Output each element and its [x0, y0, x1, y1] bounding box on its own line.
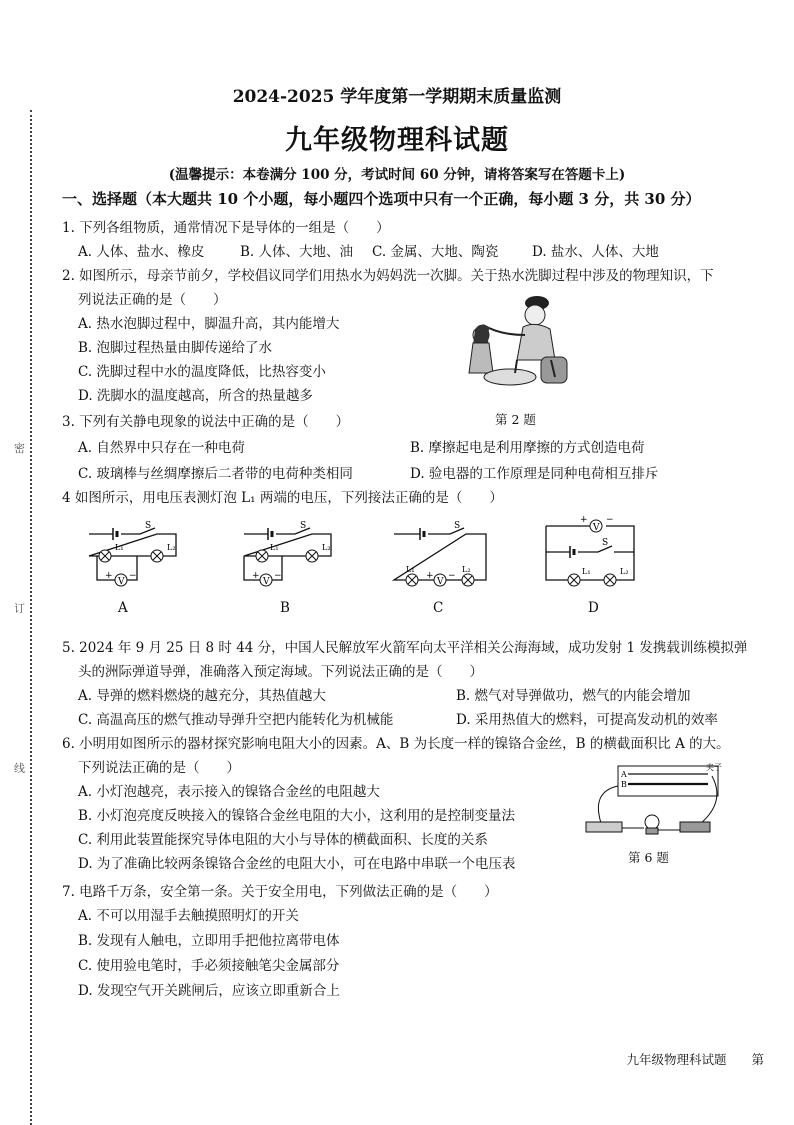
- binding-mark-ding: 订: [14, 602, 25, 615]
- q1-option-b: B. 人体、大地、油: [240, 244, 354, 260]
- q6-option-b: B. 小灯泡亮度反映接入的镍铬合金丝电阻的大小，这利用的是控制变量法: [78, 808, 516, 824]
- q5-stem-2: 头的洲际弹道导弹，准确落入预定海域。下列说法正确的是（ ）: [78, 664, 483, 680]
- q7-option-b: B. 发现有人触电，立即用手把他拉离带电体: [78, 933, 340, 949]
- circuit-b: [240, 520, 335, 592]
- q5-option-d: D. 采用热值大的燃料，可提高发动机的效率: [456, 712, 718, 728]
- circuit-a-minus-label: −: [129, 571, 137, 581]
- q3-stem: 3. 下列有关静电现象的说法中正确的是（ ）: [62, 414, 350, 430]
- q2-option-a: A. 热水泡脚过程中，脚温升高，其内能增大: [78, 316, 340, 332]
- q2-caption: 第 2 题: [495, 412, 536, 427]
- section-heading: 一、选择题（本大题共 10 个小题，每小题四个选项中只有一个正确，每小题 3 分，共 30 分）: [62, 190, 701, 208]
- q7-option-c: C. 使用验电笔时，手必须接触笔尖金属部分: [78, 958, 340, 974]
- q4-label-d: D: [588, 600, 599, 616]
- q1-option-c: C. 金属、大地、陶瓷: [372, 244, 499, 260]
- q2-stem-2: 列说法正确的是（ ）: [78, 292, 227, 308]
- q4-label-b: B: [280, 600, 290, 616]
- circuit-b-voltmeter-label: V: [263, 577, 270, 587]
- q3-option-d: D. 验电器的工作原理是同种电荷相互排斥: [410, 466, 659, 482]
- q1-stem: 1. 下列各组物质，通常情况下是导体的一组是（ ）: [62, 220, 390, 236]
- year-line: 2024-2025 学年度第一学期期末质量监测: [232, 87, 562, 107]
- circuit-a-l2-label: L₂: [167, 543, 176, 552]
- binding-mark-xian: 线: [14, 762, 25, 775]
- q2-option-c: C. 洗脚过程中水的温度降低，比热容变小: [78, 364, 326, 380]
- binding-line: [30, 110, 32, 1125]
- q2-option-b: B. 泡脚过程热量由脚传递给了水: [78, 340, 273, 356]
- q3-option-a: A. 自然界中只存在一种电荷: [78, 440, 245, 456]
- circuit-c-minus-label: −: [448, 571, 456, 581]
- circuit-d-voltmeter-label: V: [593, 523, 600, 533]
- circuit-b-switch-label: S: [300, 521, 307, 531]
- binding-mark-mi: 密: [14, 442, 25, 455]
- circuit-a-switch-label: S: [145, 521, 152, 531]
- circuit-b-l1-label: L₁: [270, 543, 279, 552]
- q3-option-b: B. 摩擦起电是利用摩擦的方式创造电荷: [410, 440, 645, 456]
- circuit-d-plus-label: +: [580, 515, 588, 525]
- wire-a-label: A: [621, 770, 627, 779]
- circuit-b-l2-label: L₂: [322, 543, 331, 552]
- q6-option-c: C. 利用此装置能探究导体电阻的大小与导体的横截面积、长度的关系: [78, 832, 488, 848]
- q1-option-d: D. 盐水、人体、大地: [532, 244, 659, 260]
- resistance-experiment-illustration: [580, 762, 730, 842]
- page-title: 九年级物理科试题: [285, 125, 509, 156]
- circuit-a-voltmeter-label: V: [118, 577, 125, 587]
- q6-stem-2: 下列说法正确的是（ ）: [78, 760, 240, 776]
- q7-stem: 7. 电路千万条，安全第一条。关于安全用电，下列做法正确的是（ ）: [62, 884, 498, 900]
- circuit-d-l2-label: L₂: [620, 567, 629, 576]
- q5-stem-1: 5. 2024 年 9 月 25 日 8 时 44 分，中国人民解放军火箭军向太平洋相关公海海域，成功发射 1 发携载训练模拟弹: [62, 640, 748, 656]
- q5-option-b: B. 燃气对导弹做功，燃气的内能会增加: [456, 688, 691, 704]
- q5-option-a: A. 导弹的燃料燃烧的越充分，其热值越大: [78, 688, 326, 704]
- q2-stem-1: 2. 如图所示，母亲节前夕，学校倡议同学们用热水为妈妈洗一次脚。关于热水洗脚过程中涉及的物理知识，下: [62, 268, 714, 284]
- q6-option-a: A. 小灯泡越亮，表示接入的镍铬合金丝的电阻越大: [78, 784, 380, 800]
- circuit-c-l2-label: L₂: [462, 565, 471, 574]
- q5-option-c: C. 高温高压的燃气推动导弹升空把内能转化为机械能: [78, 712, 394, 728]
- circuit-a-l1-label: L₁: [115, 543, 124, 552]
- q6-stem-1: 6. 小明用如图所示的器材探究影响电阻大小的因素。A、B 为长度一样的镍铬合金丝，B 的横截面积比 A 的大。: [62, 736, 730, 752]
- wire-b-label: B: [621, 780, 627, 789]
- page-footer: 九年级物理科试题 第: [626, 1052, 764, 1067]
- q6-option-d: D. 为了准确比较两条镍铬合金丝的电阻大小，可在电路中串联一个电压表: [78, 856, 516, 872]
- circuit-d-l1-label: L₁: [582, 567, 591, 576]
- q1-option-a: A. 人体、盐水、橡皮: [78, 244, 205, 260]
- circuit-c-voltmeter-label: V: [437, 577, 444, 587]
- q6-caption: 第 6 题: [628, 850, 669, 865]
- circuit-d-switch-label: S: [602, 538, 609, 548]
- q4-label-a: A: [118, 600, 128, 616]
- q4-label-c: C: [433, 600, 444, 616]
- circuit-d-minus-label: −: [606, 515, 614, 525]
- clip-label: 夹子: [706, 763, 722, 772]
- circuit-a: [85, 520, 180, 592]
- q3-option-c: C. 玻璃棒与丝绸摩擦后二者带的电荷种类相同: [78, 466, 353, 482]
- circuit-c-l1-label: L₁: [406, 565, 415, 574]
- exam-tip: (温馨提示：本卷满分 100 分，考试时间 60 分钟，请将答案写在答题卡上): [168, 167, 626, 183]
- q7-option-d: D. 发现空气开关跳闸后，应该立即重新合上: [78, 983, 340, 999]
- circuit-c: [390, 520, 490, 592]
- circuit-b-plus-label: +: [252, 571, 260, 581]
- foot-wash-illustration: [455, 285, 575, 395]
- circuit-d: [540, 512, 640, 592]
- circuit-c-switch-label: S: [454, 521, 461, 531]
- circuit-c-plus-label: +: [426, 571, 434, 581]
- q7-option-a: A. 不可以用湿手去触摸照明灯的开关: [78, 908, 299, 924]
- circuit-a-plus-label: +: [105, 571, 113, 581]
- circuit-b-minus-label: −: [274, 571, 282, 581]
- q4-stem: 4 如图所示，用电压表测灯泡 L₁ 两端的电压，下列接法正确的是（ ）: [62, 490, 503, 506]
- q2-option-d: D. 洗脚水的温度越高，所含的热量越多: [78, 388, 313, 404]
